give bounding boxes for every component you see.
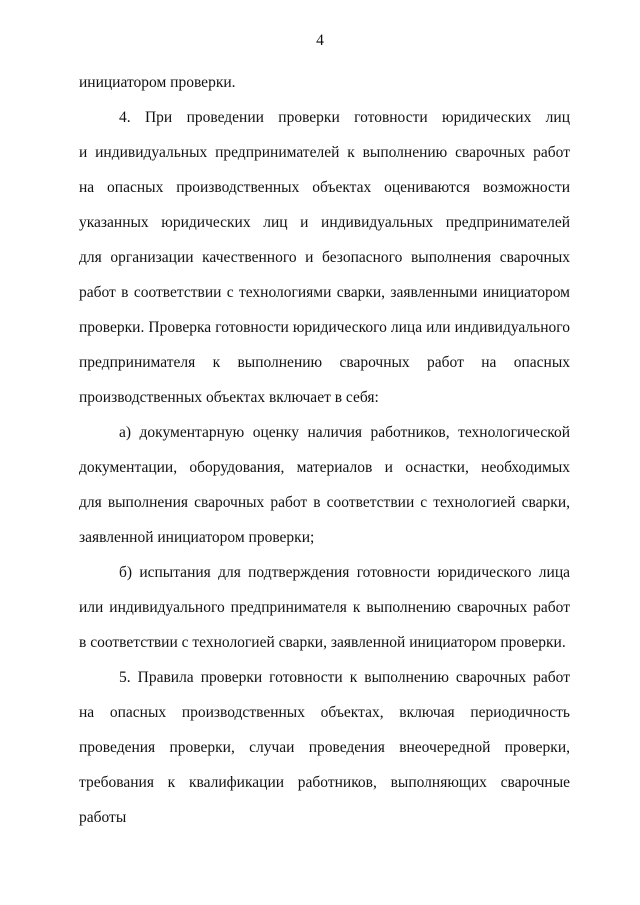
item-b-start: б) испытания для подтверждения готовности юридического лица — [119, 564, 570, 581]
text-line: на опасных производственных объектах, включая периодичность — [79, 704, 570, 721]
text-line: в соответствии с технологией сварки, заявленной инициатором проверки. — [79, 634, 566, 651]
text-line: на опасных производственных объектах оцениваются возможности — [79, 179, 570, 196]
text-line: инициатором проверки. — [79, 74, 236, 91]
text-line: и индивидуальных предпринимателей к выполнению сварочных работ — [79, 144, 570, 161]
text-line: или индивидуального предпринимателя к выполнению сварочных работ — [79, 599, 570, 616]
text-line: работ в соответствии с технологиями сварки, заявленными инициатором — [79, 284, 570, 301]
document-body — [79, 65, 570, 826]
paragraph-5-start: 5. Правила проверки готовности к выполнению сварочных работ — [119, 669, 570, 686]
text-line: указанных юридических лиц и индивидуальных предпринимателей — [79, 214, 570, 231]
text-line: требования к квалификации работников, выполняющих сварочные работы — [79, 774, 570, 826]
text-line: проведения проверки, случаи проведения внеочередной проверки, — [79, 739, 570, 756]
text-line: для выполнения сварочных работ в соответствии с технологией сварки, — [79, 494, 570, 511]
page-number: 4 — [316, 32, 324, 49]
text-line: производственных объектах включает в себя: — [79, 389, 379, 406]
text-line: для организации качественного и безопасного выполнения сварочных — [79, 249, 570, 266]
text-line: проверки. Проверка готовности юридического лица или индивидуального — [79, 319, 570, 336]
text-line: заявленной инициатором проверки; — [79, 529, 315, 546]
text-line: документации, оборудования, материалов и оснастки, необходимых — [79, 459, 570, 476]
text-line: предпринимателя к выполнению сварочных работ на опасных — [79, 354, 570, 371]
paragraph-4-start: 4. При проведении проверки готовности юридических лиц — [119, 109, 570, 126]
item-a-start: а) документарную оценку наличия работников, технологической — [119, 424, 570, 441]
